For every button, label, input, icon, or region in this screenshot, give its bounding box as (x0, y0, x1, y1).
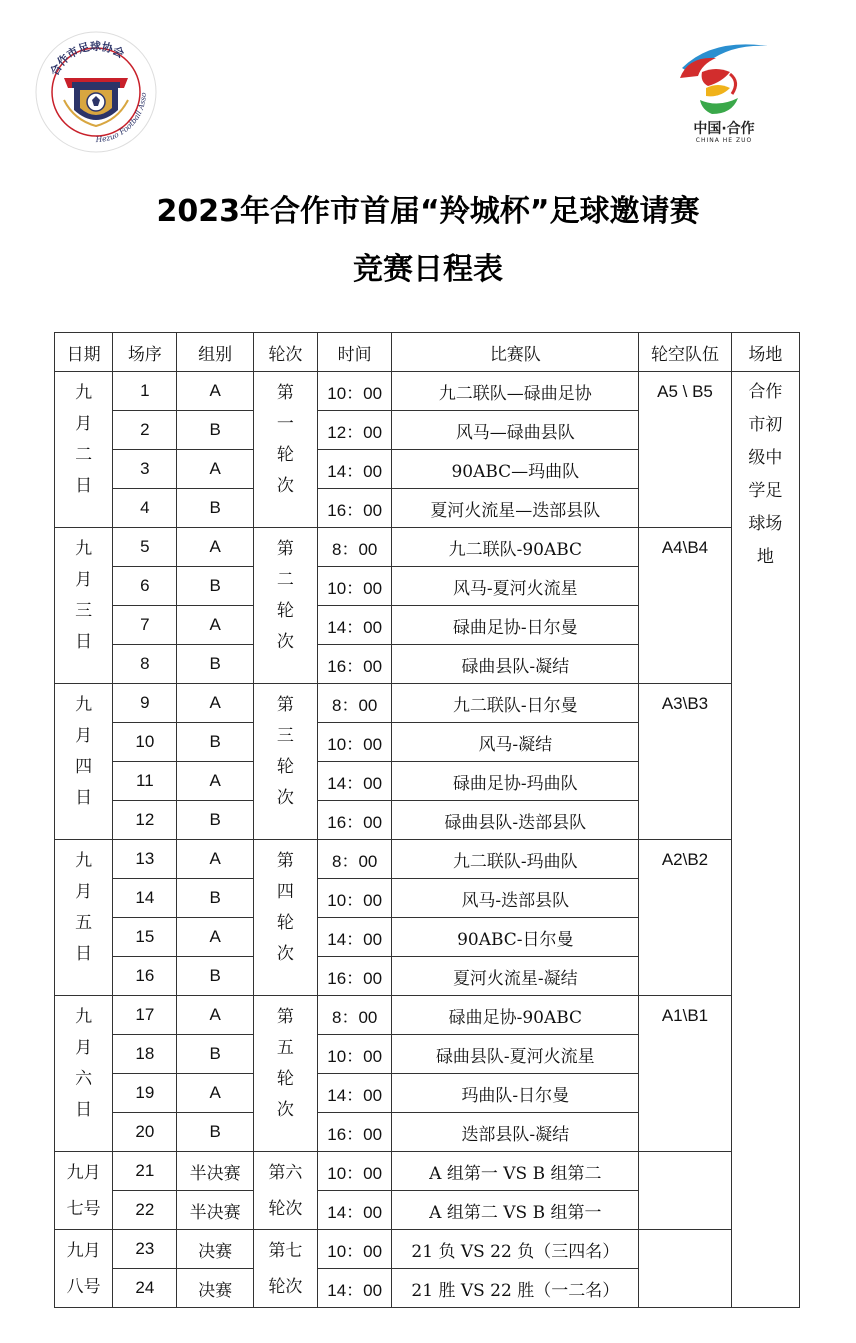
page-title: 2023年合作市首届“羚城杯”足球邀请赛 (156, 194, 700, 229)
match-number-cell: 24 (113, 1269, 177, 1308)
round-line: 轮 (276, 913, 294, 933)
time-cell: 10：00 (318, 1035, 392, 1074)
round-cell (253, 528, 317, 684)
match-number-cell: 9 (113, 684, 177, 723)
date-line: 三 (75, 601, 93, 621)
venue-cell (731, 372, 799, 1308)
column-header: 轮次 (253, 333, 317, 372)
group-cell: B (177, 957, 253, 996)
date-line: 日 (75, 944, 93, 964)
date-line: 九 (75, 383, 93, 403)
group-cell: 半决赛 (177, 1191, 253, 1230)
round-line: 五 (276, 1038, 294, 1058)
china-hezuo-city-logo (672, 38, 776, 148)
round-line: 次 (276, 944, 294, 964)
matchup-cell: 夏河火流星-凝结 (392, 957, 639, 996)
bye-team-cell: A3\B3 (639, 684, 731, 840)
group-cell: A (177, 606, 253, 645)
date-line: 日 (75, 476, 93, 496)
column-header: 比赛队 (392, 333, 639, 372)
round-line: 轮 (276, 757, 294, 777)
date-line: 六 (75, 1069, 93, 1089)
matchup-cell: 碌曲县队-夏河火流星 (392, 1035, 639, 1074)
round-line: 次 (276, 1100, 294, 1120)
date-line: 日 (75, 632, 93, 652)
group-cell: A (177, 1074, 253, 1113)
group-cell: B (177, 489, 253, 528)
table-row (55, 1230, 800, 1269)
time-cell: 14：00 (318, 1269, 392, 1308)
date-cell (55, 1152, 113, 1230)
date-line: 九月 (66, 1240, 101, 1261)
round-line: 四 (276, 882, 294, 902)
group-cell: B (177, 801, 253, 840)
matchup-cell: A 组第一 VS B 组第二 (392, 1152, 639, 1191)
match-number-cell: 6 (113, 567, 177, 606)
round-line: 次 (276, 788, 294, 808)
date-line: 月 (75, 882, 93, 902)
round-line: 第 (276, 383, 294, 403)
match-number-cell: 2 (113, 411, 177, 450)
bye-team-cell: A1\B1 (639, 996, 731, 1152)
matchup-cell: 九二联队-玛曲队 (392, 840, 639, 879)
round-cell (253, 684, 317, 840)
time-cell: 10：00 (318, 723, 392, 762)
table-row (55, 996, 800, 1035)
bye-team-cell (639, 1230, 731, 1308)
logo-arc-text-side: Hezuo Football Asso (95, 92, 149, 145)
time-cell: 14：00 (318, 606, 392, 645)
page-subtitle: 竞赛日程表 (353, 252, 503, 287)
matchup-cell: 风马-迭部县队 (392, 879, 639, 918)
date-line: 五 (75, 913, 93, 933)
round-line: 次 (276, 632, 294, 652)
group-cell: A (177, 684, 253, 723)
time-cell: 10：00 (318, 372, 392, 411)
date-line: 月 (75, 570, 93, 590)
round-cell (253, 1152, 317, 1230)
round-line: 第六 (268, 1162, 303, 1183)
round-line: 三 (276, 726, 294, 746)
match-number-cell: 21 (113, 1152, 177, 1191)
match-number-cell: 3 (113, 450, 177, 489)
time-cell: 16：00 (318, 957, 392, 996)
match-number-cell: 17 (113, 996, 177, 1035)
date-line: 九 (75, 851, 93, 871)
venue-line: 级中 (748, 448, 783, 468)
date-cell (55, 684, 113, 840)
matchup-cell: 夏河火流星—迭部县队 (392, 489, 639, 528)
matchup-cell: 碌曲足协-日尔曼 (392, 606, 639, 645)
bye-team-cell: A4\B4 (639, 528, 731, 684)
group-cell: A (177, 996, 253, 1035)
match-number-cell: 16 (113, 957, 177, 996)
date-line: 日 (75, 1100, 93, 1120)
hezuo-football-association-logo (34, 30, 158, 154)
time-cell: 16：00 (318, 489, 392, 528)
matchup-cell: 21 负 VS 22 负（三四名） (392, 1230, 639, 1269)
match-number-cell: 15 (113, 918, 177, 957)
date-line: 九 (75, 695, 93, 715)
matchup-cell: 碌曲县队-迭部县队 (392, 801, 639, 840)
venue-line: 学足 (748, 481, 783, 501)
date-cell (55, 372, 113, 528)
time-cell: 16：00 (318, 801, 392, 840)
date-line: 日 (75, 788, 93, 808)
date-cell (55, 840, 113, 996)
date-line: 八号 (66, 1276, 101, 1297)
column-header: 轮空队伍 (639, 333, 731, 372)
date-line: 九 (75, 1007, 93, 1027)
date-cell (55, 528, 113, 684)
match-number-cell: 7 (113, 606, 177, 645)
group-cell: A (177, 372, 253, 411)
date-line: 二 (75, 445, 93, 465)
time-cell: 12：00 (318, 411, 392, 450)
group-cell: B (177, 567, 253, 606)
match-number-cell: 20 (113, 1113, 177, 1152)
group-cell: B (177, 411, 253, 450)
group-cell: B (177, 645, 253, 684)
table-row (55, 684, 800, 723)
date-line: 月 (75, 726, 93, 746)
time-cell: 14：00 (318, 918, 392, 957)
time-cell: 10：00 (318, 1152, 392, 1191)
venue-line: 市初 (748, 415, 783, 435)
time-cell: 10：00 (318, 1230, 392, 1269)
round-cell (253, 372, 317, 528)
group-cell: B (177, 723, 253, 762)
group-cell: B (177, 1035, 253, 1074)
date-line: 七号 (66, 1198, 101, 1219)
round-line: 第七 (268, 1240, 303, 1261)
time-cell: 8：00 (318, 840, 392, 879)
date-cell (55, 1230, 113, 1308)
matchup-cell: 风马—碌曲县队 (392, 411, 639, 450)
round-line: 轮 (276, 601, 294, 621)
round-line: 第 (276, 851, 294, 871)
time-cell: 8：00 (318, 996, 392, 1035)
time-cell: 10：00 (318, 567, 392, 606)
logo-caption: 中国·合作 (693, 121, 755, 137)
column-header: 日期 (55, 333, 113, 372)
matchup-cell: 风马-凝结 (392, 723, 639, 762)
group-cell: 决赛 (177, 1269, 253, 1308)
column-header: 场序 (113, 333, 177, 372)
match-number-cell: 13 (113, 840, 177, 879)
time-cell: 16：00 (318, 1113, 392, 1152)
time-cell: 10：00 (318, 879, 392, 918)
match-number-cell: 22 (113, 1191, 177, 1230)
table-row (55, 840, 800, 879)
round-line: 次 (276, 476, 294, 496)
table-header-row (55, 333, 800, 372)
date-cell (55, 996, 113, 1152)
match-number-cell: 11 (113, 762, 177, 801)
group-cell: 决赛 (177, 1230, 253, 1269)
round-line: 轮次 (268, 1198, 303, 1219)
column-header: 时间 (318, 333, 392, 372)
round-line: 第 (276, 1007, 294, 1027)
round-line: 第 (276, 695, 294, 715)
matchup-cell: A 组第二 VS B 组第一 (392, 1191, 639, 1230)
matchup-cell: 九二联队-日尔曼 (392, 684, 639, 723)
logo-sub-caption: CHINA HE ZUO (695, 137, 753, 144)
date-line: 月 (75, 414, 93, 434)
round-cell (253, 996, 317, 1152)
round-line: 轮次 (268, 1276, 303, 1297)
time-cell: 14：00 (318, 762, 392, 801)
round-line: 一 (276, 414, 294, 434)
venue-line: 合作 (748, 382, 783, 402)
round-line: 轮 (276, 1069, 294, 1089)
logo-arc-text-top: 合作市足球协会 (47, 39, 127, 78)
date-line: 九月 (66, 1162, 101, 1183)
matchup-cell: 90ABC-日尔曼 (392, 918, 639, 957)
matchup-cell: 九二联队—碌曲足协 (392, 372, 639, 411)
matchup-cell: 迭部县队-凝结 (392, 1113, 639, 1152)
bye-team-cell (639, 1152, 731, 1230)
matchup-cell: 21 胜 VS 22 胜（一二名） (392, 1269, 639, 1308)
column-header: 组别 (177, 333, 253, 372)
match-number-cell: 5 (113, 528, 177, 567)
match-number-cell: 14 (113, 879, 177, 918)
table-row (55, 372, 800, 411)
group-cell: B (177, 879, 253, 918)
round-line: 二 (276, 570, 294, 590)
group-cell: 半决赛 (177, 1152, 253, 1191)
venue-line: 地 (756, 547, 774, 567)
group-cell: A (177, 918, 253, 957)
match-number-cell: 1 (113, 372, 177, 411)
match-number-cell: 23 (113, 1230, 177, 1269)
match-number-cell: 19 (113, 1074, 177, 1113)
match-number-cell: 12 (113, 801, 177, 840)
match-number-cell: 18 (113, 1035, 177, 1074)
match-number-cell: 4 (113, 489, 177, 528)
date-line: 九 (75, 539, 93, 559)
round-cell (253, 1230, 317, 1308)
bye-team-cell: A5 \ B5 (639, 372, 731, 528)
matchup-cell: 碌曲足协-玛曲队 (392, 762, 639, 801)
matchup-cell: 碌曲县队-凝结 (392, 645, 639, 684)
matchup-cell: 玛曲队-日尔曼 (392, 1074, 639, 1113)
table-row (55, 1152, 800, 1191)
time-cell: 16：00 (318, 645, 392, 684)
group-cell: A (177, 450, 253, 489)
group-cell: A (177, 528, 253, 567)
round-cell (253, 840, 317, 996)
table-row (55, 528, 800, 567)
bye-team-cell: A2\B2 (639, 840, 731, 996)
time-cell: 8：00 (318, 528, 392, 567)
time-cell: 14：00 (318, 450, 392, 489)
group-cell: A (177, 762, 253, 801)
round-line: 轮 (276, 445, 294, 465)
matchup-cell: 九二联队-90ABC (392, 528, 639, 567)
time-cell: 14：00 (318, 1074, 392, 1113)
matchup-cell: 风马-夏河火流星 (392, 567, 639, 606)
matchup-cell: 碌曲足协-90ABC (392, 996, 639, 1035)
match-number-cell: 8 (113, 645, 177, 684)
round-line: 第 (276, 539, 294, 559)
time-cell: 8：00 (318, 684, 392, 723)
matchup-cell: 90ABC—玛曲队 (392, 450, 639, 489)
group-cell: B (177, 1113, 253, 1152)
match-number-cell: 10 (113, 723, 177, 762)
venue-line: 球场 (748, 514, 783, 534)
schedule-table (54, 332, 800, 1308)
date-line: 四 (75, 757, 93, 777)
group-cell: A (177, 840, 253, 879)
time-cell: 14：00 (318, 1191, 392, 1230)
date-line: 月 (75, 1038, 93, 1058)
column-header: 场地 (731, 333, 799, 372)
